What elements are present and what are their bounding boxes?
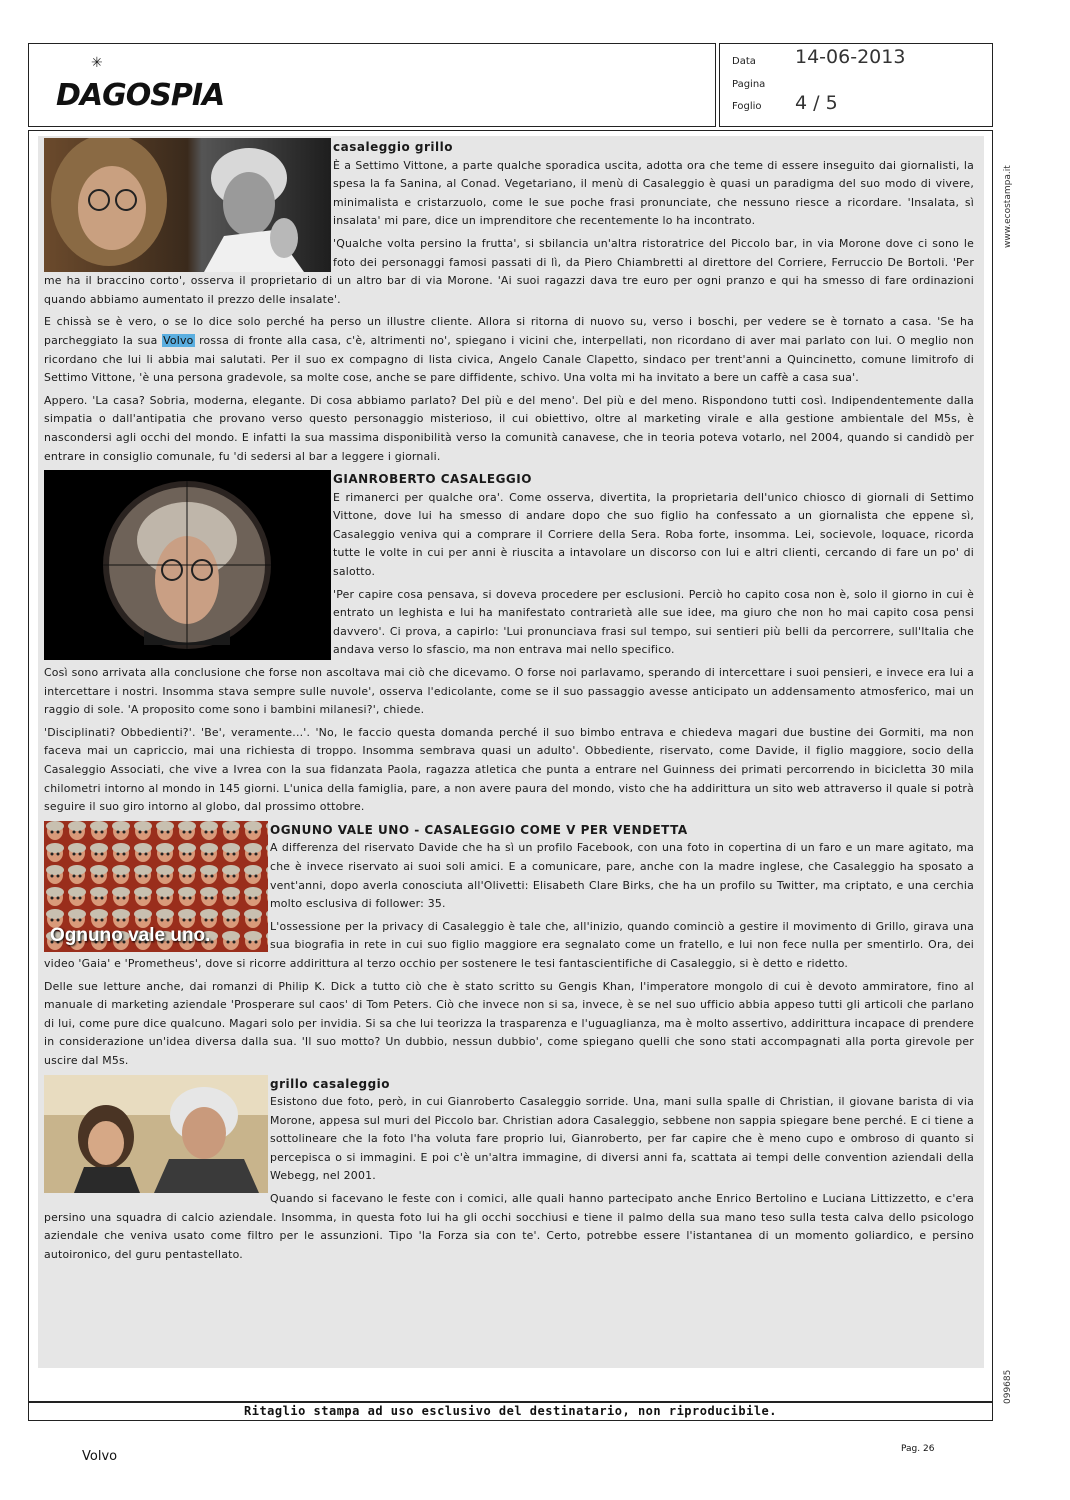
- caption-casaleggio-grillo: casaleggio grillo: [333, 140, 454, 154]
- paragraph: L'ossessione per la privacy di Casaleggio è tale che, all'inizio, quando cominciò a gestire il movimento di Grillo, girava una sua biografia in rete in cui suo figlio maggiore era segnalato come un fratello, e lui non fece nulla per smentirlo. Ora, dei video 'Gaia' e 'Prometheus', dove si ricorre addirittura al terzo occhio per sostenere le tesi fantascientifiche di Casaleggio, si è detto e ridetto.: [44, 919, 974, 970]
- paragraph: È a Settimo Vittone, a parte qualche sporadica uscita, adotta ora che teme di essere inseguito dai giornalisti, la spesa la fa Sanina, al Conad. Vegetariano, il menù di Casaleggio è quasi un paradigma del suo modo di vivere, minimalista e cristarzuolo, come le sue poche frasi pronunciate, che nessuno riesce a ricordare. 'Insalata, sì insalata' mi pare, dice un imprenditore che recentemente lo ha incontrato.: [333, 158, 974, 228]
- dagospia-logo: DAGOSPIA: [56, 78, 225, 113]
- date-label: Data: [732, 56, 756, 67]
- logo-spark-icon: ✳: [91, 55, 103, 71]
- paragraph: E rimanerci per qualche ora'. Come osserva, divertita, la proprietaria dell'unico chiosco di giornali di Settimo Vittone, dove lui ha smesso di andare dopo che suo figlio ha confessato a un giornalista che eppene sì, Casaleggio veniva qui a comprare il Corriere della Sera. Roba forte, insomma. Lei, socievole, loquace, ricorda tutte le volte in cui per anni è riuscita a intavolare un discorso con lui e altri clienti, cercando di fare un po' di salotto.: [333, 490, 974, 579]
- photo-grillo-casaleggio: [44, 1075, 268, 1193]
- photo-overlay-text: Ognuno vale uno.: [50, 924, 211, 946]
- caption-grillo-casaleggio: grillo casaleggio: [270, 1076, 391, 1091]
- paragraph: E chissà se è vero, o se lo dice solo perché ha perso un illustre cliente. Allora si ritorna di nuovo su, verso i boschi, per vedere se è tornato a casa. 'Se ha parcheggiato la sua Volvo rossa di fronte alla casa, c'è, altrimenti no', spiegano i vicini che, interpellati, non ricordano di aver mai parlato con lui. O meglio non ricordano che lui li abbia mai salutati. Per il suo ex compagno di lista civica, Angelo Canale Clapetto, sindaco per trent'anni a Quincinetto, comune limitrofo di Settimo Vittone, 'è una persona gradevole, sa molte cose, anche se pare diffidente, schivo. Una volta mi ha invitato a bere un caffè a casa sua'.: [44, 315, 974, 385]
- caption-gianroberto-casaleggio: GIANROBERTO CASALEGGIO: [333, 472, 532, 487]
- page-label: Pagina: [732, 79, 766, 90]
- photo-ognuno-vale-uno: [44, 821, 268, 952]
- paragraph: Quando si facevano le feste con i comici, alle quali hanno partecipato anche Enrico Bertolino e Luciana Littizzetto, e c'era persino una squadra di calcio aziendale. Insomma, in questa foto lui ha gli occhi socchiusi e tiene il palmo della sua mano teso sulla testa calva dello psicologo aziendale che veniva usato come filtro per le assunzioni. Tipo 'la Forza sia con te'. Certo, potrebbe essere l'istantanea di un momento goliardico, e persino autoironico, del guru pentastellato.: [44, 1192, 974, 1261]
- paragraph: 'Per capire cosa pensava, si doveva procedere per esclusioni. Perciò ho capito cosa non è, solo il giorno in cui è entrato un leghista e lui ha manifestato contrarietà alle sue idee, ma giuro che non ho mai capito cosa pensi davvero'. Ci prova, a capirlo: 'Lui pronunciava frasi sul tempo, sui sentieri più belli da percorrere, sull'Italia che andava verso lo sfascio, ma non entrava mai nello specifico.: [333, 587, 974, 657]
- highlighted-keyword: Volvo: [163, 333, 194, 347]
- paragraph: A differenza del riservato Davide che ha sì un profilo Facebook, con una foto in copertina di un faro e un mare agitato, ma che è invece riservato ai suoi soli amici. E a comunicare, pare, anche con la madre inglese, che Casaleggio ha sposato a vent'anni, dopo averla conosciuta all'Olivetti: Elisabeth Clare Birks, che ha un profilo su Twitter, ma criptato, e una cerchia molto esclusiva di follower: 35.: [270, 841, 974, 911]
- paragraph: Esistono due foto, però, in cui Gianroberto Casaleggio sorride. Una, mani sulla spalle di Christian, il giovane barista di via Morone, appesa sul muri del Piccolo bar. Christian adora Casaleggio, sebbene non sappia spiegare bene perché. E ci tiene a sottolineare che la foto l'ha voluta fare proprio lui, Gianroberto, per far capire che è meno cupo e ombroso di quanto si percepisca o si immagini. E poi c'è un'altra immagine, di diversi anni fa, scattata ai tempi delle convention aziendali della Webegg, nel 2001.: [270, 1095, 974, 1183]
- paragraph: 'Qualche volta persino la frutta', si sbilancia un'altra ristoratrice del Piccolo bar, in via Morone dove ci sono le foto dei personaggi famosi passati di lì, da Piero Chiambretti al direttore del Corriere, Ferruccio De Bortoli. 'Per me ha il braccino corto', osserva il proprietario di un altro bar di via Morone. 'Ai suoi ragazzi dava tre euro per ogni pranzo e qui ha smesso di fare ordinazioni quando abbiamo aumentato il prezzo delle insalate'.: [44, 236, 974, 306]
- paragraph: Così sono arrivata alla conclusione che forse non ascoltava mai ciò che dicevamo. O forse noi parlavamo, sperando di intercettare i suoi pensieri, e invece era lui a intercettare i nostri. Insomma stava sempre sulle nuvole', osserva l'edicolante, come se il suo passaggio avesse anticipato un addensamento atmosferico, mai un raggio di sole. 'A proposito come sono i bambini milanesi?', chiede.: [44, 666, 974, 717]
- reproduction-notice: Ritaglio stampa ad uso esclusivo del destinatario, non riproducibile.: [28, 1402, 993, 1421]
- date-value: 14-06-2013: [795, 46, 906, 68]
- photo-casaleggio-grillo: [44, 138, 331, 272]
- photo-gianroberto-casaleggio: [44, 470, 331, 660]
- side-website: www.ecostampa.it: [1003, 165, 1013, 248]
- sheet-label: Foglio: [732, 101, 762, 112]
- page-number: Pag. 26: [901, 1444, 935, 1454]
- sheet-value: 4 / 5: [795, 92, 838, 114]
- caption-ognuno-vale-uno: OGNUNO VALE UNO - CASALEGGIO COME V PER VENDETTA: [270, 822, 688, 837]
- side-code: 099685: [1003, 1369, 1013, 1404]
- paragraph: Appero. 'La casa? Sobria, moderna, elegante. Di cosa abbiamo parlato? Del più e del meno'. Del più e del meno. Rispondono tutti così. Indipendentemente dalla simpatia o dall'antipatia che provano verso questo personaggio misterioso, il cui obiettivo, oltre al marketing virale e alla gestione ambientale del M5s, è nascondersi agli occhi del mondo. E infatti la sua massima disponibilità verso la comunità canavese, che in teoria poteva votarlo, nel 2004, quando si candidò per entrare in consiglio comunale, fu 'di sedersi al bar a leggere i giornali.: [44, 393, 974, 463]
- paragraph: 'Disciplinati? Obbedienti?'. 'Be', veramente...'. 'No, le faccio questa domanda perché il suo bimbo entrava e chiedeva magari due bustine dei Gormiti, ma non faceva mai un capriccio, mai una richiesta di troppo. Insomma sembrava quasi un adulto'. Obbediente, riservato, come Davide, il figlio maggiore, socio della Casaleggio Associati, che vive a Ivrea con la sua fidanzata Paola, ragazza atletica che punta a entrare nel Guinness dei primati percorrendo in bicicletta 30 mila chilometri intorno al mondo in 145 giorni. L'unica della famiglia, pare, a non avere paura del mondo, visto che ha addirittura un sito web attraverso il quale si potrà seguire il suo giro intorno al globo, dal prossimo ottobre.: [44, 725, 974, 814]
- paragraph: Delle sue letture anche, dai romanzi di Philip K. Dick a tutto ciò che è stato scritto su Gengis Khan, l'imperatore mongolo di cui è devoto ammiratore, fino al manuale di marketing aziendale 'Prosperare sul caos' di Tom Peters. Ciò che invece non si sa, invece, è se nel suo ufficio abbia appeso tutti gli articoli che parlano di lui, come pure dice qualcuno. Magari solo per invidia. Si sa che lui teorizza la trasparenza e l'uguaglianza, ma è molto assertivo, addirittura incapace di prendere in considerazione un'idea diversa dalla sua. 'Il suo motto? Un dubbio, nessun dubbio', come spiegano quelli che sono stati accompagnati alla porta girevole per uscire dal M5s.: [44, 979, 974, 1067]
- article-body: [44, 138, 974, 1268]
- keyword-label: Volvo: [82, 1449, 118, 1464]
